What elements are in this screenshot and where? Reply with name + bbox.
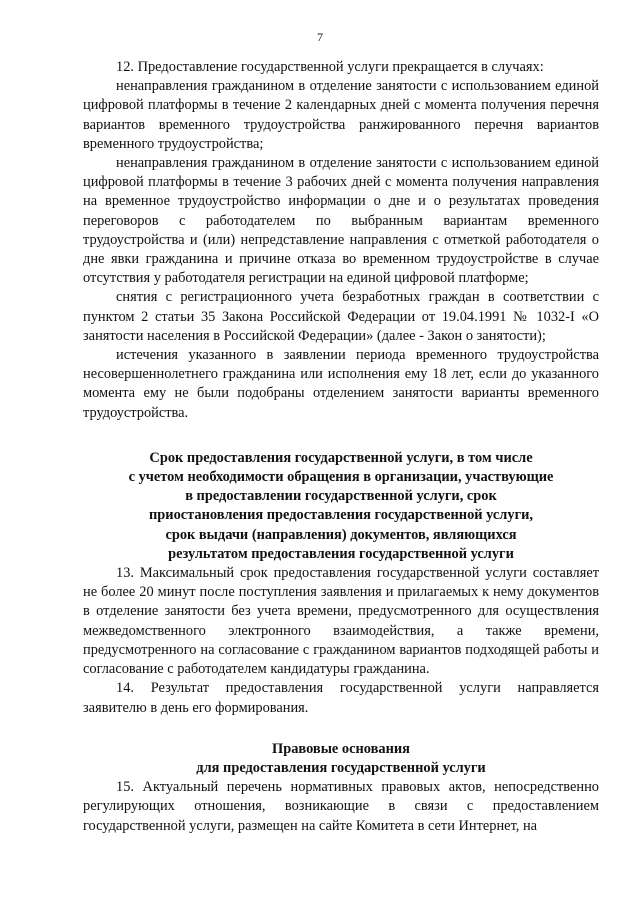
paragraph-12-case-d: истечения указанного в заявлении периода временного трудоустройства несовершеннолетнего гражданина или исполнения ему 18 лет, если до указанного момента ему не были подобраны отделением занятости варианты временного трудоустройства. — [83, 347, 599, 421]
heading-line: для предоставления государственной услуги — [196, 759, 486, 776]
heading-line: в предоставлении государственной услуги, срок — [185, 488, 497, 505]
section-heading-legal — [83, 740, 599, 778]
paragraph-15: 15. Актуальный перечень нормативных правовых актов, непосредственно регулирующих отношения, возникающие в связи с предоставлением государственной услуги, размещен на сайте Комитета в сети Интернет, на — [83, 779, 599, 834]
section-heading-term — [83, 449, 599, 564]
paragraph-12-intro: 12. Предоставление государственной услуги прекращается в случаях: — [116, 59, 544, 75]
paragraph-12-case-b: ненаправления гражданином в отделение занятости с использованием единой цифровой платформы в течение 3 рабочих дней с момента получения направления на временное трудоустройство информации о дне и о результатах проведения переговоров с работодателем по выбранным вариантам временного трудоустройства и (или) непредставление направления с отметкой работодателя о дне явки гражданина и причине отказа во временном трудоустройстве в случае отсутствия у работодателя регистрации на единой цифровой платформе; — [83, 155, 599, 287]
paragraph-12-case-a: ненаправления гражданином в отделение занятости с использованием единой цифровой платформы в течение 2 календарных дней с момента получения перечня вариантов временного трудоустройства ранжированного перечня вариантов временного трудоустройства; — [83, 78, 599, 152]
heading-line: результатом предоставления государственной услуги — [168, 545, 514, 562]
page-number: 7 — [317, 30, 323, 44]
document-body — [83, 58, 599, 836]
heading-line: приостановления предоставления государственной услуги, — [149, 507, 533, 524]
spacer — [83, 423, 599, 449]
heading-line: с учетом необходимости обращения в организации, участвующие — [128, 469, 554, 486]
heading-line: Срок предоставления государственной услуги, в том числе — [149, 449, 533, 466]
heading-line: срок выдачи (направления) документов, являющихся — [165, 526, 517, 543]
paragraph-14: 14. Результат предоставления государственной услуги направляется заявителю в день его формирования. — [83, 680, 599, 716]
heading-line: Правовые основания — [272, 740, 410, 757]
paragraph-13: 13. Максимальный срок предоставления государственной услуги составляет не более 20 минут после поступления заявления и прилагаемых к нему документов в отделение занятости без учета времени, предусмотренного для осуществления межведомственного электронного взаимодействия, а также времени, предусмотренного на согласование с гражданином вариантов подходящей работы и согласование с работодателем кандидатуры гражданина. — [83, 565, 599, 678]
spacer — [83, 718, 599, 740]
paragraph-12-case-c: снятия с регистрационного учета безработных граждан в соответствии с пунктом 2 статьи 35 Закона Российской Федерации от 19.04.1991 № 1032-I «О занятости населения в Российской Федерации» (далее - Закон о занятости); — [83, 289, 599, 344]
